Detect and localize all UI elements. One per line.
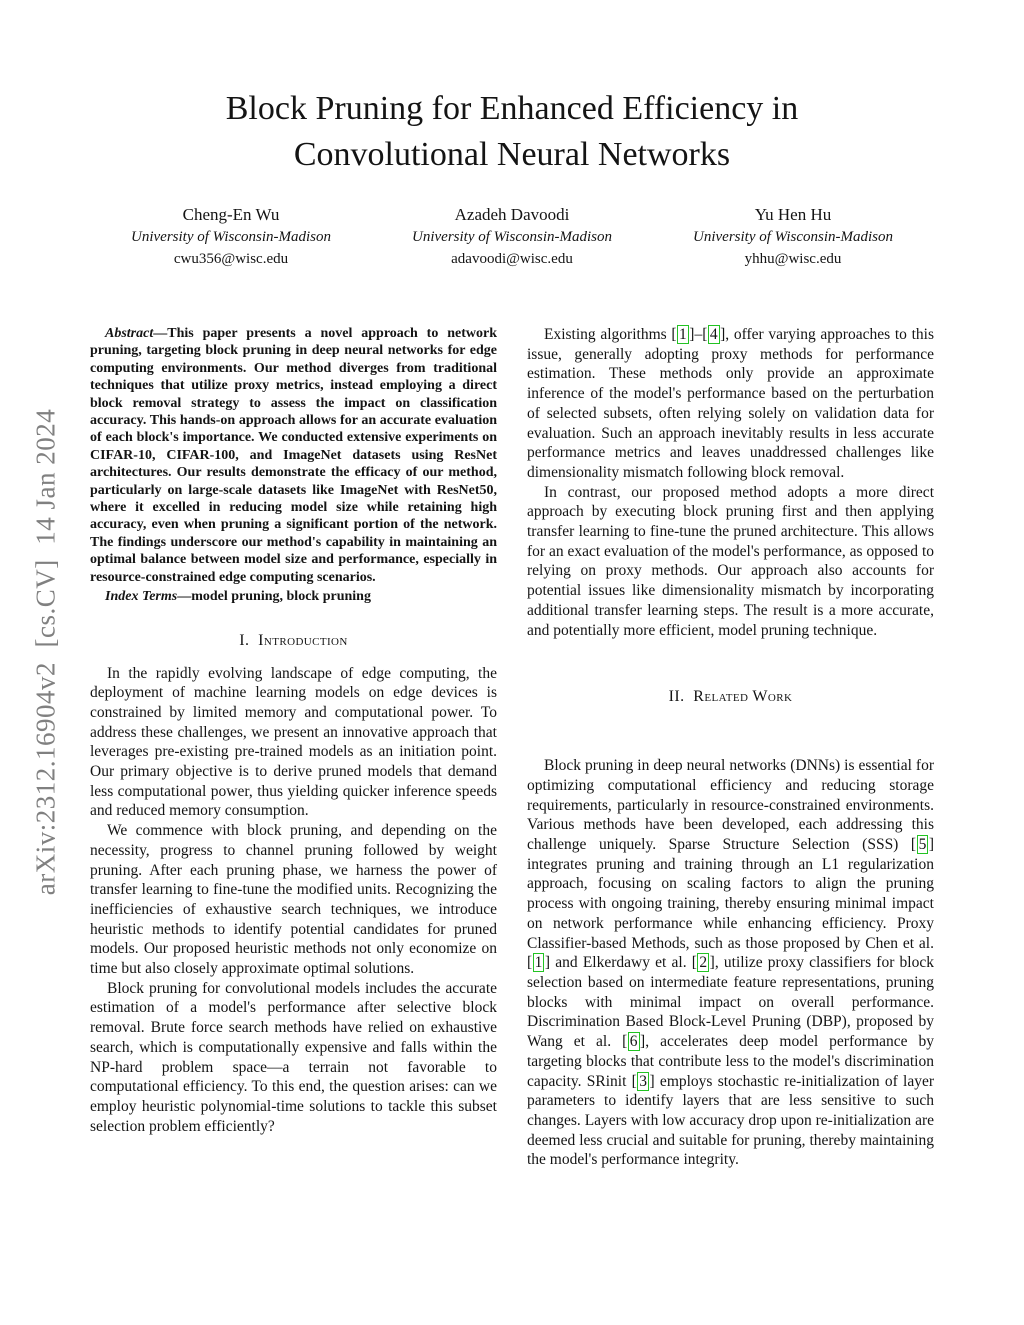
citation-link[interactable]: 5	[918, 836, 927, 854]
author-name: Cheng-En Wu	[182, 205, 280, 224]
author-email: cwu356@wisc.edu	[173, 251, 289, 267]
related-work-paragraph: Block pruning in deep neural networks (DNNs) is essential for optimizing computational efficiency and reducing storage requirements, particularly in resource-constrained environments. Various methods have been developed, each addressing this challenge uniquely. Sparse Structure Selection (SSS) [ 5 ] integrates pruning and training through an L1 regularization approach, focusing on scaling factors to align the pruning process with ongoing training, thereby ensuring minimal impact on network performance while enhancing efficiency. Proxy Classifier-based Methods, such as those proposed by Chen et al. [ 1 ] and Elkerdawy et al. [ 2 ], utilize proxy classifiers for block selection based on intermediate feature representations, pruning blocks with minimal impact on overall performance. Discrimination Based Block-Level Pruning (DBP), proposed by Wang et al. [ 6 ], accelerates deep model performance by targeting blocks that contribute less to the model's discrimination capacity. SRinit [ 3 ] employs stochastic re-initialization of layer parameters to identify layers that are less sensitive to such changes. Layers with low accuracy drop upon re-initialization are deemed less crucial and suitable for pruning, thereby maintaining the model's performance integrity.	[527, 757, 934, 1169]
citation-link[interactable]: 6	[629, 1033, 638, 1051]
author-affiliation: University of Wisconsin-Madison	[131, 229, 331, 245]
citation-link[interactable]: 1	[534, 954, 543, 972]
citation-link[interactable]: 3	[639, 1072, 648, 1090]
index-terms	[90, 588, 497, 605]
section-heading-introduction: I. Introduction	[239, 631, 348, 649]
right-column	[527, 325, 934, 1170]
author-block-1	[91, 204, 372, 269]
section-heading-related-work: II. Related Work	[668, 688, 793, 706]
left-column	[90, 325, 497, 1136]
intro-paragraph-3: Block pruning for convolutional models includes the accurate estimation of a model's performance after selective block removal. Brute force search methods have relied on exhaustive search, which is computationally expensive and falls within the NP-hard problem space—a terrain not favorable to computational efficiency. To this end, the question arises: can we employ heuristic polynomial-time solutions to tackle this subset selection problem efficiently?	[90, 979, 497, 1135]
intro-paragraph-2: We commence with block pruning, and depending on the necessity, progress to channel pruning followed by weight pruning. After each pruning phase, we harness the power of transfer learning to fine-tune the modified units. Recognizing the inefficiencies of exhaustive search techniques, we introduce heuristic methods to identify potential candidates for pruned models. Our proposed heuristic methods not only economize on time but also closely approximate optimal solutions.	[90, 822, 497, 978]
paper-title-line-1: Block Pruning for Enhanced Efficiency in	[225, 90, 799, 127]
abstract-paragraph	[90, 325, 497, 586]
author-affiliation: University of Wisconsin-Madison	[412, 229, 612, 245]
author-email: adavoodi@wisc.edu	[451, 251, 573, 267]
index-terms-text: —model pruning, block pruning	[177, 589, 371, 605]
author-name: Azadeh Davoodi	[454, 205, 570, 224]
author-block-3	[653, 204, 934, 269]
author-email: yhhu@wisc.edu	[744, 251, 842, 267]
existing-algorithms-paragraph: Existing algorithms [ 1 ]–[ 4 ], offer varying approaches to this issue, generally adopting proxy methods for performance estimation. These methods only provide an approximate inference of the model's performance based on the perturbation of selected subsets, often relying solely on validation data for evaluation. Such an approach inevitably results in less accurate performance metrics and leaves unaddressed challenges like dimensionality mismatch following block removal.	[527, 326, 934, 481]
paper-title	[90, 86, 934, 178]
index-terms-label: Index Terms	[105, 589, 178, 605]
citation-link[interactable]: 2	[699, 954, 708, 972]
author-name: Yu Hen Hu	[754, 205, 832, 224]
authors-row	[90, 204, 934, 269]
proposed-method-paragraph: In contrast, our proposed method adopts a more direct approach by executing block pruning first and then applying transfer learning to fine-tune the pruned architecture. This allows for an exact evaluation of the model's performance, as opposed to relying on proxy methods. Our approach also accounts for potential issues like dimensionality mismatch by incorporating additional transfer learning steps. The result is a more accurate, and potentially more efficient, model pruning technique.	[527, 483, 934, 639]
intro-paragraph-1: In the rapidly evolving landscape of edge computing, the deployment of machine learning models on edge devices is constrained by limited memory and computational power. To address these challenges, we present an innovative approach that leverages pre-existing pre-trained models as an initiation point. Our primary objective is to derive pruned models that demand less computational power, thus yielding quicker inference speeds and reduced memory consumption.	[90, 664, 497, 820]
arxiv-stamp: arXiv:2312.16904v2 [cs.CV] 14 Jan 2024	[30, 408, 61, 896]
paper-content	[90, 0, 934, 1170]
author-affiliation: University of Wisconsin-Madison	[693, 229, 893, 245]
citation-link[interactable]: 4	[709, 326, 718, 343]
two-column-body	[90, 325, 934, 1170]
author-block-2	[372, 204, 653, 269]
abstract-label: Abstract	[105, 326, 154, 341]
citation-link[interactable]: 1	[679, 326, 687, 343]
paper-title-line-2: Convolutional Neural Networks	[293, 136, 731, 173]
abstract-text: —This paper presents a novel approach to network pruning, targeting block pruning in deep neural networks for edge computing environments. Our method diverges from traditional techniques that utilize proxy metrics, instead employing a direct block removal strategy to assess the impact on classification accuracy. This hands-on approach allows for an accurate evaluation of each block's importance. We conducted extensive experiments on CIFAR-10, CIFAR-100, and ImageNet datasets using ResNet architectures. Our results demonstrate the efficacy of our method, particularly on large-scale datasets like ImageNet with ResNet50, where it excelled in reducing model size while retaining high accuracy, even when pruning a significant portion of the network. The findings underscore our method's capability in maintaining an optimal balance between model size and performance, especially in resource-constrained edge computing scenarios.	[90, 326, 497, 585]
